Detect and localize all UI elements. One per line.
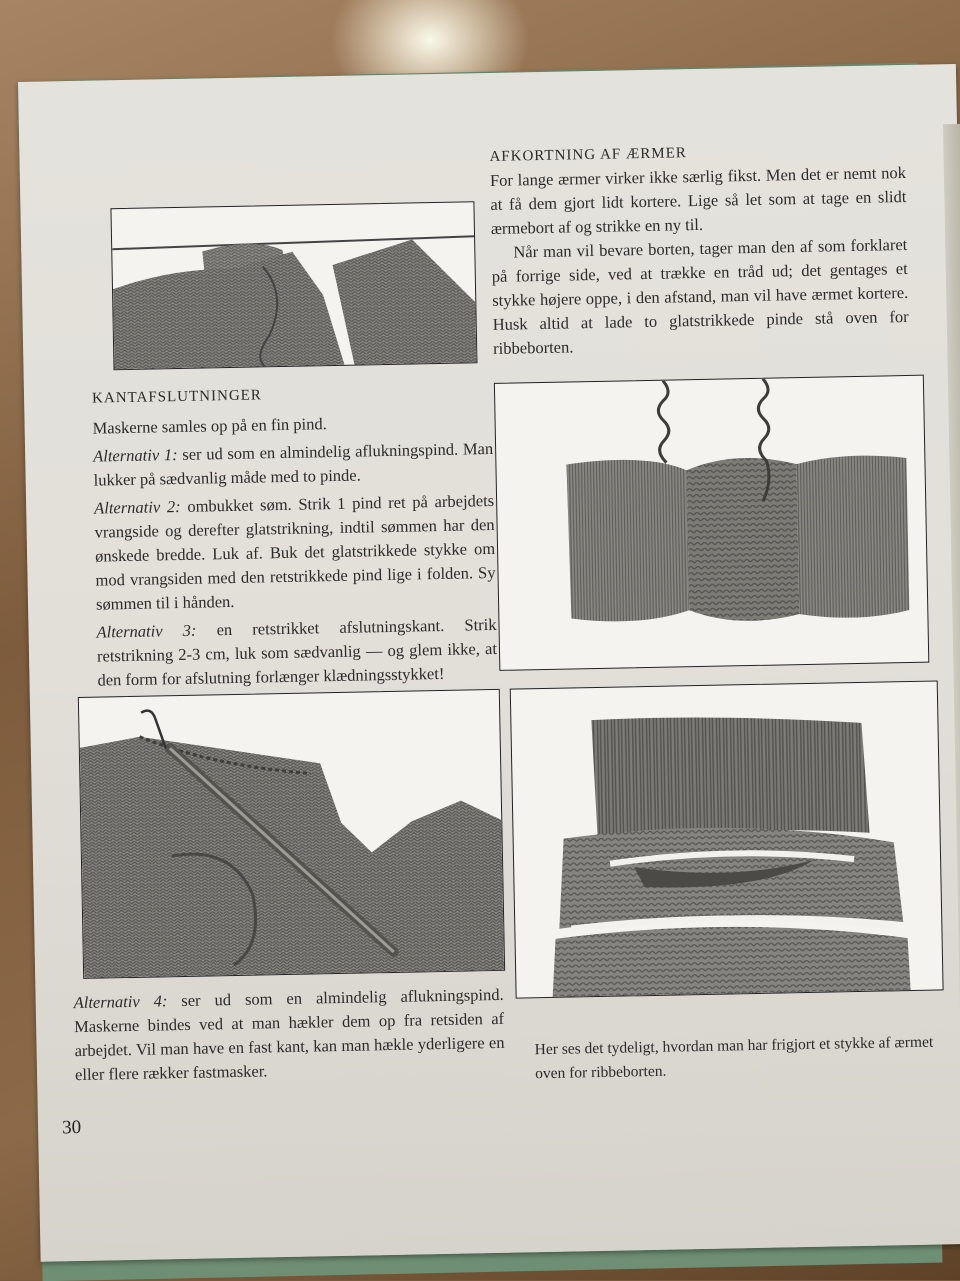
- photo-caption: Her ses det tydeligt, hvordan man har frigjort et stykke af ærmet oven for ribbeborten.: [534, 1033, 934, 1083]
- knitting-illustration: [111, 202, 476, 369]
- alt3-text: en retstrikket afslutningskant. Strik retstrikning 2-3 cm, luk som sædvanlig — og glem ikke, at den form for afslutning forlænger klædningsstykket!: [96, 614, 498, 690]
- photo-knitted-edge-top: [110, 201, 477, 370]
- section-alternative-4: [73, 983, 505, 1087]
- section-edge-finishes: [92, 379, 498, 693]
- sleeve-illustration: [495, 376, 928, 670]
- alt1-text: ser ud som en almindelig aflukningspind. Man lukker på sædvanlig måde med to pinde.: [93, 438, 494, 490]
- ribbing-illustration: [511, 681, 943, 997]
- crochet-illustration: [79, 690, 504, 978]
- alternative-3: [96, 613, 497, 693]
- alt1-label: Alternativ 1:: [93, 445, 178, 466]
- alt4-text: ser ud som en almindelig aflukningspind. Maskerne bindes ved at man hækler dem op fra retsiden af arbejdet. Vil man have en fast kant, kan man hækle yderligere en eller flere rækker fastmasker.: [73, 984, 505, 1085]
- alt3-label: Alternativ 3:: [96, 620, 197, 642]
- alternative-4: [73, 983, 505, 1087]
- heading-edge-finishes: KANTAFSLUTNINGER: [91, 387, 263, 407]
- book-page: [18, 64, 960, 1262]
- alt2-label: Alternativ 2:: [94, 496, 181, 518]
- intro-text: Maskerne samles op på en fin pind.: [92, 414, 327, 438]
- alt2-text: ombukket søm. Strik 1 pind ret på arbejdets vrangside og derefter glatstrikning, indtil sømmen har den ønskede bredde. Luk af. Buk det glatstrikkede stykke om mod vrangsiden med den retstrikkede pind lige i folden. Sy sømmen til i hånden.: [94, 490, 496, 614]
- alt4-label: Alternativ 4:: [73, 991, 168, 1013]
- photo-sleeve-ribbing: [510, 680, 944, 998]
- photo-sleeve-threads: [494, 375, 929, 671]
- paragraph-shorten-2: Når man vil bevare borten, tager man den af som forklaret på forrige side, ved at trække en tråd ud; det gentages et stykke højere oppe, i den afstand, man vil have ærmet kortere. Husk altid at lade to glatstrikkede pinde stå oven for ribbeborten.: [491, 234, 909, 358]
- alternative-2: [94, 489, 496, 617]
- heading-shorten-sleeves: AFKORTNING AF ÆRMER: [489, 145, 687, 165]
- section-shorten-sleeves: [489, 137, 909, 361]
- photo-crochet-edge: [78, 689, 505, 979]
- paragraph-shorten-1: For lange ærmer virker ikke særlig fikst. Men det er nemt nok at få dem gjort lidt kortere. Lige så let som at tage en slidt ærmebort af og strikke en ny til.: [489, 162, 907, 238]
- page-number: 30: [61, 1116, 82, 1139]
- alternative-1: [93, 437, 494, 493]
